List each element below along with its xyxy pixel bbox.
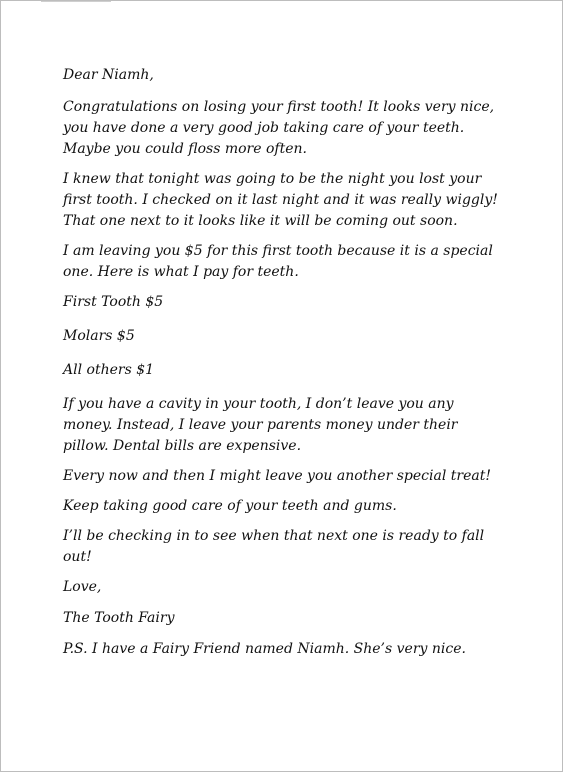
letter-paragraph: Every now and then I might leave you another special treat!: [63, 468, 491, 484]
scan-edge-mark: [41, 1, 111, 4]
letter-paragraph: I am leaving you $5 for this first tooth because it is a special one. Here is what I pay for teeth.: [63, 243, 493, 280]
letter-paragraph: Congratulations on losing your first tooth! It looks very nice, you have done a very good job taking care of your teeth. Maybe you could floss more often.: [63, 99, 495, 157]
letter-salutation: Dear Niamh,: [63, 67, 154, 83]
letter-signature: The Tooth Fairy: [63, 610, 175, 626]
letter-paragraph: I knew that tonight was going to be the night you lost your first tooth. I checked on it last night and it was really wiggly! That one next to it looks like it will be coming out soon.: [63, 171, 498, 229]
letter-body: [63, 65, 503, 669]
letter-postscript: P.S. I have a Fairy Friend named Niamh. She’s very nice.: [63, 641, 466, 657]
letter-paragraph: Keep taking good care of your teeth and gums.: [63, 498, 397, 514]
price-item-first-tooth: First Tooth $5: [63, 294, 164, 310]
letter-paragraph: I’ll be checking in to see when that next one is ready to fall out!: [63, 528, 485, 565]
price-item-all-others: All others $1: [63, 362, 155, 378]
letter-paragraph: If you have a cavity in your tooth, I don’t leave you any money. Instead, I leave your parents money under their pillow. Dental bills are expensive.: [63, 396, 458, 454]
price-item-molars: Molars $5: [63, 328, 135, 344]
letter-closing: Love,: [63, 579, 102, 595]
